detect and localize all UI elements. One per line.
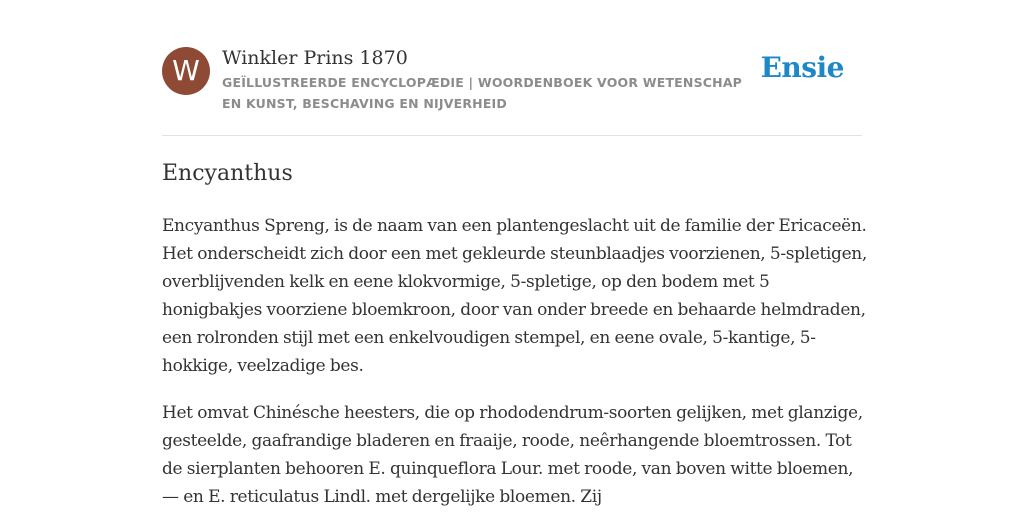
source-header — [162, 45, 862, 135]
entry-paragraph-1: Encyanthus Spreng, is de naam van een plantengeslacht uit de familie der Ericaceën. Het onderscheidt zich door een met gekleurde steunblaadjes voorzienen, 5-spletigen, overblijvenden kelk en eene klokvormige, 5-spletige, op den bodem met 5 honigbakjes voorziene bloemkroon, door van onder breede en behaarde helmdraden, een rolronden stijl met een enkelvoudigen stempel, en eene ovale, 5-kantige, 5-hokkige, veelzadige bes. — [162, 216, 867, 376]
entry-title: Encyanthus — [162, 161, 293, 186]
entry-body — [162, 212, 867, 512]
entry-paragraph-2: Het omvat Chinésche heesters, die op rhododendrum-soorten gelijken, met glanzige, gesteelde, gaafrandige bladeren en fraaije, roode, neêrhangende bloemtrossen. Tot de sierplanten behooren E. quinqueflora Lour. met roode, van boven witte bloemen, — en E. reticulatus Lindl. met dergelijke bloemen. Zij — [162, 403, 863, 507]
source-avatar[interactable]: W — [162, 47, 210, 95]
header-divider — [162, 135, 862, 136]
source-info — [222, 45, 762, 114]
ensie-logo[interactable]: Ensie — [760, 51, 844, 84]
source-title-link[interactable]: Winkler Prins 1870 — [222, 47, 408, 69]
source-subtitle: GEÏLLUSTREERDE ENCYCLOPÆDIE | WOORDENBOEK VOOR WETENSCHAP EN KUNST, BESCHAVING EN NIJVERHEID — [222, 75, 743, 111]
